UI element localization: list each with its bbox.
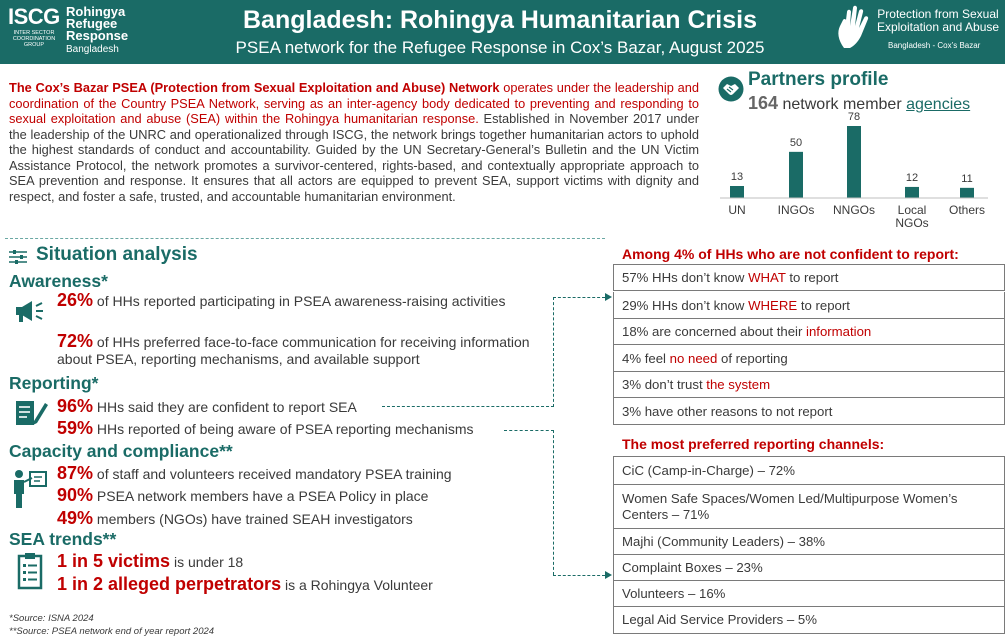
bar-value-label: 50 xyxy=(789,136,803,149)
channel-item-text: CiC (Camp-in-Charge) – 72% xyxy=(622,462,795,478)
footnote-1: *Source: ISNA 2024 xyxy=(9,613,94,624)
partners-count: 164 xyxy=(748,93,779,113)
not-confident-pre: 57% HHs don’t know xyxy=(622,270,749,285)
channel-item-text: Legal Aid Service Providers – 5% xyxy=(622,612,817,627)
bar-un xyxy=(730,186,744,198)
iscg-logo xyxy=(6,4,146,58)
logo-iscg-text: ISCG xyxy=(8,4,60,29)
not-confident-item-text xyxy=(622,377,770,392)
handshake-icon xyxy=(718,76,744,102)
report-pen-icon xyxy=(14,397,48,429)
capacity-pct-1: 87% xyxy=(57,463,94,483)
bar-category-label: INGOs xyxy=(777,203,815,217)
channel-item-text: Complaint Boxes – 23% xyxy=(622,559,763,575)
reporting-title: Reporting* xyxy=(9,373,99,393)
not-confident-item xyxy=(613,264,1005,291)
trends-bold-1: 1 in 5 victims xyxy=(57,551,171,571)
bar-others xyxy=(960,188,974,198)
connector-confident xyxy=(382,406,554,407)
psea-logo-text xyxy=(872,8,1004,34)
channel-item xyxy=(613,456,1005,485)
partners-count-label: network member xyxy=(782,96,902,113)
not-confident-post: to report xyxy=(785,270,839,285)
not-confident-pre: 3% have other reasons to not report xyxy=(622,403,833,419)
header-titles xyxy=(190,4,810,59)
reporting-pct-2: 59% xyxy=(57,418,94,438)
channel-item-text: Majhi (Community Leaders) – 38% xyxy=(622,533,826,549)
channels-title: The most preferred reporting channels: xyxy=(622,436,885,452)
not-confident-highlight: no need xyxy=(669,350,718,366)
logo-rrr-text xyxy=(66,6,128,42)
not-confident-item xyxy=(613,398,1005,425)
channel-item xyxy=(613,555,1005,581)
intro-lead-red: operates under the leadership and coordination of the Country PSEA Network, serving as an inter-agency body dedicated to preventing and responding to sexual exploitation and abuse (SEA) within the Rohingya humanitarian response. xyxy=(9,80,699,126)
capacity-pct-2: 90% xyxy=(57,485,94,505)
sliders-icon xyxy=(9,249,27,265)
not-confident-highlight: information xyxy=(806,323,872,339)
trends-bold-2: 1 in 2 alleged perpetrators xyxy=(57,574,282,594)
capacity-text-1: of staff and volunteers received mandatory PSEA training xyxy=(93,466,452,482)
channel-item xyxy=(613,529,1005,555)
not-confident-highlight: WHAT xyxy=(748,270,786,285)
connector-arrow-1 xyxy=(605,293,612,301)
reporting-text-2: HHs reported of being aware of PSEA reporting mechanisms xyxy=(93,421,474,437)
situation-divider xyxy=(5,238,605,239)
bar-local-ngos xyxy=(905,187,919,198)
intro-lead-bold: The Cox’s Bazar PSEA (Protection from Sexual Exploitation and Abuse) Network xyxy=(9,80,500,95)
bar-category-label: Others xyxy=(948,203,986,217)
not-confident-pre: 18% are concerned about their xyxy=(622,323,807,339)
megaphone-icon xyxy=(14,298,48,324)
logo-sub-text: INTER SECTOR COORDINATION GROUP xyxy=(12,30,56,48)
not-confident-item-text xyxy=(622,324,871,339)
reporting-text-1: HHs said they are confident to report SEA xyxy=(93,399,357,415)
awareness-text-1: of HHs reported participating in PSEA awareness-raising activities xyxy=(93,293,506,309)
not-confident-pre: 4% feel xyxy=(622,350,670,366)
bar-value-label: 11 xyxy=(961,172,973,185)
awareness-pct-1: 26% xyxy=(57,290,94,310)
partners-count-line xyxy=(748,93,970,114)
not-confident-title: Among 4% of HHs who are not confident to report: xyxy=(622,246,959,262)
bar-category-label: UN xyxy=(728,203,746,217)
not-confident-highlight: the system xyxy=(706,376,771,392)
footnote-2: **Source: PSEA network end of year report 2024 xyxy=(9,626,215,637)
not-confident-item-text xyxy=(622,351,788,366)
trainer-board-icon xyxy=(12,468,48,510)
trends-stat-2 xyxy=(57,576,433,594)
capacity-text-3: members (NGOs) have trained SEAH investigators xyxy=(93,511,413,527)
awareness-title: Awareness* xyxy=(9,271,108,291)
intro-paragraph xyxy=(9,80,699,204)
reporting-stat-1 xyxy=(57,398,357,416)
channel-item xyxy=(613,485,1005,529)
not-confident-item xyxy=(613,318,1005,345)
capacity-stat-1 xyxy=(57,465,452,483)
bar-ingos xyxy=(789,152,803,198)
not-confident-pre: 3% don’t trust xyxy=(622,376,707,392)
page-title: Bangladesh: Rohingya Humanitarian Crisis xyxy=(243,6,757,34)
connector-aware-vertical xyxy=(553,430,554,575)
bar-value-label: 78 xyxy=(847,112,861,123)
capacity-pct-3: 49% xyxy=(57,508,94,528)
channel-item-text: Women Safe Spaces/Women Led/Multipurpose Women’s Centers – 71% xyxy=(622,490,958,522)
connector-arrow-2 xyxy=(605,571,612,579)
psea-logo-line-2: Exploitation and Abuse xyxy=(876,20,1000,34)
trends-text-2: is a Rohingya Volunteer xyxy=(281,577,433,593)
not-confident-highlight: WHERE xyxy=(748,297,798,313)
partners-bar-chart xyxy=(716,112,1005,238)
header-banner xyxy=(0,0,1005,64)
logo-location: Bangladesh xyxy=(66,44,119,55)
awareness-text-2: of HHs preferred face-to-face communication for receiving information about PSEA, reporting mechanisms, and available support xyxy=(57,334,530,367)
channel-item xyxy=(613,607,1005,634)
trends-text-1: is under 18 xyxy=(170,554,244,570)
not-confident-pre: 29% HHs don’t know xyxy=(622,297,749,313)
not-confident-item xyxy=(613,292,1005,319)
channel-item-text: Volunteers – 16% xyxy=(622,585,726,601)
not-confident-item-text xyxy=(622,270,838,285)
not-confident-item xyxy=(613,371,1005,398)
psea-logo xyxy=(834,4,1004,60)
partners-title: Partners profile xyxy=(748,69,889,90)
logo-line-1: Rohingya xyxy=(66,4,126,19)
bar-category-label: Local xyxy=(897,203,927,217)
bar-value-label: 12 xyxy=(905,171,919,184)
channel-item xyxy=(613,581,1005,607)
capacity-title: Capacity and compliance** xyxy=(9,441,233,461)
not-confident-post: to report xyxy=(797,297,850,313)
not-confident-item-text xyxy=(622,298,850,313)
bar-value-label: 13 xyxy=(730,171,744,183)
intro-body: Established in November 2017 under the leadership of the UNRC and operationalized through ISCG, the network brings together humanitarian actors to uphold the highest standards of conduct and accountability. Guided by the UN Secretary-General’s Bulletin and the UN Victim Assistance Protocol, the network promotes a survivor-centered, rights-based, and contextually appropriate approach to SEA prevention and response. It ensures that all actors are equipped to prevent SEA, support victims with dignity and respect, and foster a safe, trusted, and accountable humanitarian environment. xyxy=(9,111,699,204)
connector-aware-bottom xyxy=(553,575,605,576)
situation-title: Situation analysis xyxy=(36,244,198,265)
hand-stop-icon xyxy=(834,4,872,50)
connector-aware xyxy=(504,430,554,431)
logo-line-3: Response xyxy=(66,28,129,43)
reporting-stat-2 xyxy=(57,420,474,438)
trends-title: SEA trends** xyxy=(9,529,117,549)
partners-profile xyxy=(716,66,1005,238)
capacity-stat-2 xyxy=(57,487,428,505)
trends-stat-1 xyxy=(57,553,243,571)
connector-confident-top xyxy=(553,297,605,298)
logo-line-2: Refugee xyxy=(66,16,118,31)
bar-category-label: NGOs xyxy=(895,216,929,230)
bar-nngos xyxy=(847,126,861,198)
capacity-text-2: PSEA network members have a PSEA Policy in place xyxy=(93,488,429,504)
psea-logo-line-1: Protection from Sexual xyxy=(877,7,999,21)
reporting-pct-1: 96% xyxy=(57,396,94,416)
not-confident-post: of reporting xyxy=(717,350,788,366)
clipboard-icon xyxy=(17,552,43,590)
psea-logo-location: Bangladesh - Cox’s Bazar xyxy=(888,41,981,50)
not-confident-item xyxy=(613,345,1005,372)
page-subtitle: PSEA network for the Refugee Response in Cox’s Bazar, August 2025 xyxy=(235,38,765,57)
awareness-stat-2 xyxy=(57,333,547,367)
awareness-stat-1 xyxy=(57,292,527,310)
capacity-stat-3 xyxy=(57,510,413,528)
not-confident-item-text xyxy=(622,404,832,419)
partners-agencies-link[interactable]: agencies xyxy=(906,96,971,113)
connector-confident-vertical xyxy=(553,297,554,407)
bar-category-label: NNGOs xyxy=(833,203,875,217)
awareness-pct-2: 72% xyxy=(57,331,94,351)
